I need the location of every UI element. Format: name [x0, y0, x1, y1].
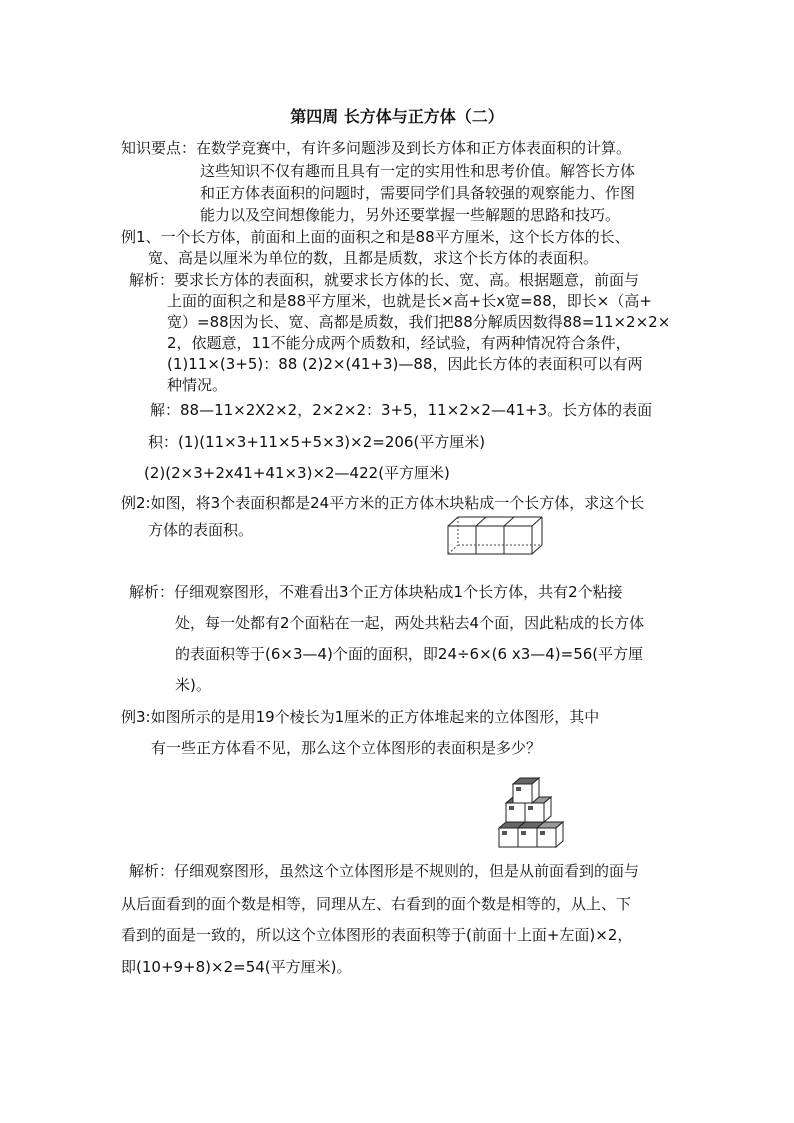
example3-line-1: 例3:如图所示的是用19个棱长为1厘米的正方体堆起来的立体图形，其中	[121, 708, 600, 726]
example3-analysis-3: 看到的面是一致的，所以这个立体图形的表面积等于(前面十上面+左面)×2，	[121, 926, 633, 944]
example3-line-2: 有一些正方体看不见，那么这个立体图形的表面积是多少？	[151, 739, 542, 757]
page-title: 第四周 长方体与正方体（二）	[290, 107, 504, 126]
example1-solution-2: 积：(1)(11×3+11×5+5×3)×2=206(平方厘米)	[148, 433, 486, 451]
knowledge-line-4: 能力以及空间想像能力，另外还要掌握一些解题的思路和技巧。	[200, 206, 621, 224]
example3-analysis-1: 解析：仔细观察图形，虽然这个立体图形是不规则的，但是从前面看到的面与	[129, 862, 640, 880]
example1-analysis-6: 种情况。	[167, 376, 228, 394]
knowledge-line-3: 和正方体表面积的问题时，需要同学们具备较强的观察能力、作图	[200, 184, 636, 202]
example2-line-1: 例2:如图，将3个表面积都是24平方米的正方体木块粘成一个长方体，求这个长	[121, 494, 645, 512]
example1-analysis-5: (1)11×(3+5)：88 (2)2×(41+3)—88，因此长方体的表面积可以有两	[167, 355, 643, 373]
example1-analysis-4: 2，依题意，11不能分成两个质数和，经试验，有两种情况符合条件，	[167, 334, 631, 352]
knowledge-line-1: 知识要点：在数学竞赛中，有许多问题涉及到长方体和正方体表面积的计算。	[121, 139, 632, 157]
example3-analysis-4: 即(10+9+8)×2=54(平方厘米)。	[121, 958, 352, 976]
example1-analysis-2: 上面的面积之和是88平方厘米，也就是长×高+长x宽=88，即长×（高+	[167, 292, 652, 310]
example2-analysis-4: 米)。	[175, 676, 211, 694]
example3-analysis-2: 从后面看到的面个数是相等，同理从左、右看到的面个数是相等的，从上、下	[121, 895, 632, 913]
three-cubes-figure	[445, 514, 545, 558]
knowledge-line-2: 这些知识不仅有趣而且具有一定的实用性和思考价值。解答长方体	[200, 162, 636, 180]
example1-line-2: 宽、高是以厘米为单位的数，且都是质数，求这个长方体的表面积。	[148, 249, 599, 267]
example1-analysis-3: 宽）=88因为长、宽、高都是质数，我们把88分解质因数得88=11×2×2×	[167, 313, 671, 331]
example2-line-2: 方体的表面积。	[148, 521, 254, 539]
example2-analysis-3: 的表面积等于(6×3—4)个面的面积，即24÷6×(6 x3—4)=56(平方厘	[175, 645, 644, 663]
example2-analysis-1: 解析：仔细观察图形，不难看出3个正方体块粘成1个长方体，共有2个粘接	[129, 583, 623, 601]
example1-analysis-1: 解析：要求长方体的表面积，就要求长方体的长、宽、高。根据题意，前面与	[129, 271, 640, 289]
example2-analysis-2: 处，每一处都有2个面粘在一起，两处共粘去4个面，因此粘成的长方体	[175, 614, 645, 632]
stacked-cubes-figure	[496, 770, 568, 850]
example1-line-1: 例1、一个长方体，前面和上面的面积之和是88平方厘米，这个长方体的长、	[121, 228, 630, 246]
example1-solution-1: 解：88—11×2X2×2，2×2×2：3+5，11×2×2—41+3。长方体的表面	[150, 401, 653, 419]
example1-solution-3: (2)(2×3+2x41+41×3)×2—422(平方厘米)	[144, 464, 450, 482]
